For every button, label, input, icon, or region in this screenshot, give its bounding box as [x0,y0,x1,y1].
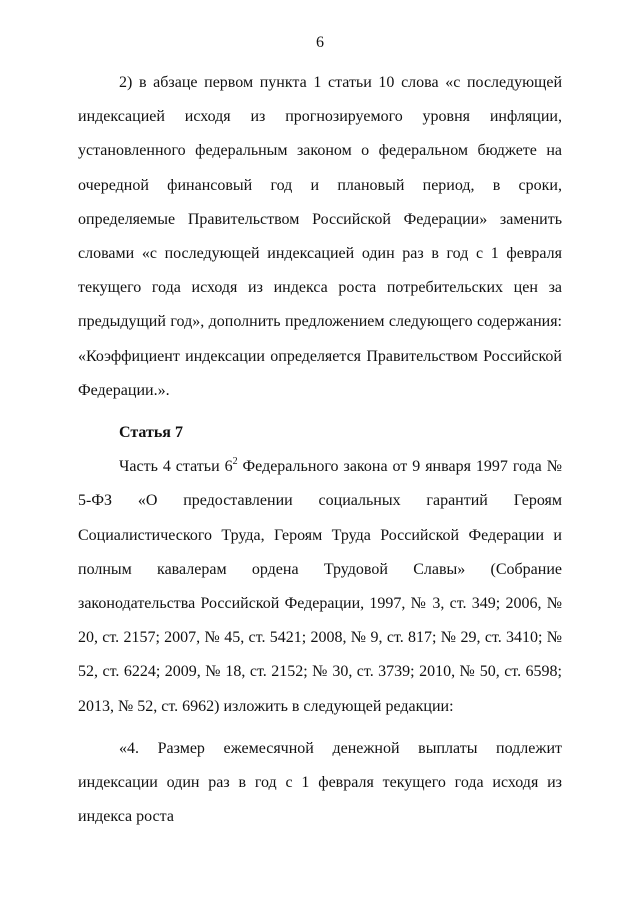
document-body [78,66,562,834]
new-wording-paragraph: «4. Размер ежемесячной денежной выплаты подлежит индексации один раз в год с 1 февраля текущего года исходя из индекса роста [78,739,562,826]
page-number: 6 [316,34,324,51]
article-text-start: Часть 4 статьи 6 [119,458,233,476]
article-text-rest: Федерального закона от 9 января 1997 года № 5-ФЗ «О предоставлении социальных гарантий Героям Социалистического Труда, Героям Труда Российской Федерации и полным кавалерам ордена Трудовой Славы» (Собрание законодательства Российской Федерации, 1997, № 3, ст. 349; 2006, № 20, ст. 2157; 2007, № 45, ст. 5421; 2008, № 9, ст. 817; № 29, ст. 3410; № 52, ст. 6224; 2009, № 18, ст. 2152; № 30, ст. 3739; 2010, № 50, ст. 6598; 2013, № 52, ст. 6962) изложить в следующей редакции: [78,458,562,715]
article-heading: Статья 7 [119,424,183,442]
superscript-index: 2 [232,456,238,468]
article-paragraph [78,450,562,724]
amendment-paragraph: 2) в абзаце первом пункта 1 статьи 10 слова «с последующей индексацией исходя из прогнозируемого уровня инфляции, установленного федеральным законом о федеральном бюджете на очередной финансовый год и плановый период, в сроки, определяемые Правительством Российской Федерации» заменить словами «с последующей индексацией один раз в год с 1 февраля текущего года исходя из индекса роста потребительских цен за предыдущий год», дополнить предложением следующего содержания: «Коэффициент индексации определяется Правительством Российской Федерации.». [78,74,562,399]
